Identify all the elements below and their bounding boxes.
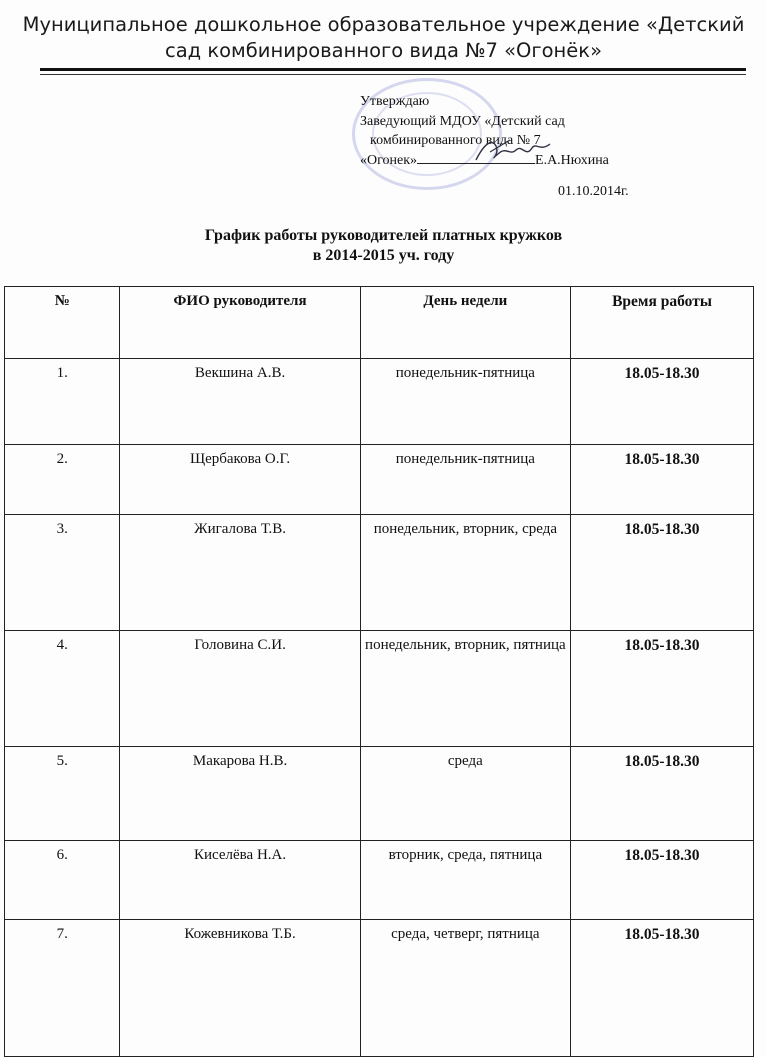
table-row <box>5 841 754 920</box>
cell-name: Головина С.И. <box>120 631 360 747</box>
schedule-table <box>4 286 754 1057</box>
approval-org: «Огонек» <box>360 152 418 168</box>
header-divider-thin <box>40 74 746 75</box>
cell-day: среда, четверг, пятница <box>360 920 570 1057</box>
cell-time: 18.05-18.30 <box>571 445 754 515</box>
cell-name: Щербакова О.Г. <box>120 445 360 515</box>
cell-day: среда <box>360 747 570 841</box>
title-line1: График работы руководителей платных кружков <box>204 227 563 244</box>
document-title <box>0 226 767 266</box>
cell-time: 18.05-18.30 <box>571 515 754 631</box>
cell-time: 18.05-18.30 <box>571 631 754 747</box>
cell-name: Векшина А.В. <box>120 359 360 445</box>
org-header-line2: сад комбинированного вида №7 «Огонёк» <box>164 39 603 62</box>
cell-time: 18.05-18.30 <box>571 359 754 445</box>
cell-name: Жигалова Т.В. <box>120 515 360 631</box>
cell-num: 1. <box>5 359 120 445</box>
cell-name: Макарова Н.В. <box>120 747 360 841</box>
table-row <box>5 445 754 515</box>
header-divider <box>40 68 746 71</box>
cell-day: понедельник-пятница <box>360 445 570 515</box>
approval-date: 01.10.2014г. <box>558 184 629 199</box>
approval-line1: Утверждаю <box>360 94 430 109</box>
table-row <box>5 631 754 747</box>
header-day: День недели <box>360 287 570 359</box>
table-row <box>5 747 754 841</box>
table-row <box>5 359 754 445</box>
approval-line2: Заведующий МДОУ «Детский сад <box>360 113 565 129</box>
cell-num: 6. <box>5 841 120 920</box>
cell-day: вторник, среда, пятница <box>360 841 570 920</box>
cell-num: 7. <box>5 920 120 1057</box>
header-num: № <box>5 287 120 359</box>
title-line2: в 2014-2015 уч. году <box>312 247 455 264</box>
cell-time: 18.05-18.30 <box>571 920 754 1057</box>
cell-day: понедельник, вторник, среда <box>360 515 570 631</box>
org-header-line1: Муниципальное дошкольное образовательное учреждение «Детский <box>22 13 745 36</box>
header-name: ФИО руководителя <box>120 287 360 359</box>
approval-signer: Е.А.Нюхина <box>535 152 609 168</box>
cell-name: Киселёва Н.А. <box>120 841 360 920</box>
cell-day: понедельник, вторник, пятница <box>360 631 570 747</box>
cell-num: 5. <box>5 747 120 841</box>
table-row <box>5 920 754 1057</box>
table-row <box>5 515 754 631</box>
table-header-row <box>5 287 754 359</box>
approval-line3: комбинированного вида № 7 <box>370 133 541 148</box>
cell-name: Кожевникова Т.Б. <box>120 920 360 1057</box>
org-header <box>0 12 767 64</box>
signature-scribble <box>470 134 554 168</box>
header-time: Время работы <box>571 287 754 359</box>
cell-day: понедельник-пятница <box>360 359 570 445</box>
cell-num: 2. <box>5 445 120 515</box>
cell-num: 3. <box>5 515 120 631</box>
cell-time: 18.05-18.30 <box>571 747 754 841</box>
cell-time: 18.05-18.30 <box>571 841 754 920</box>
cell-num: 4. <box>5 631 120 747</box>
